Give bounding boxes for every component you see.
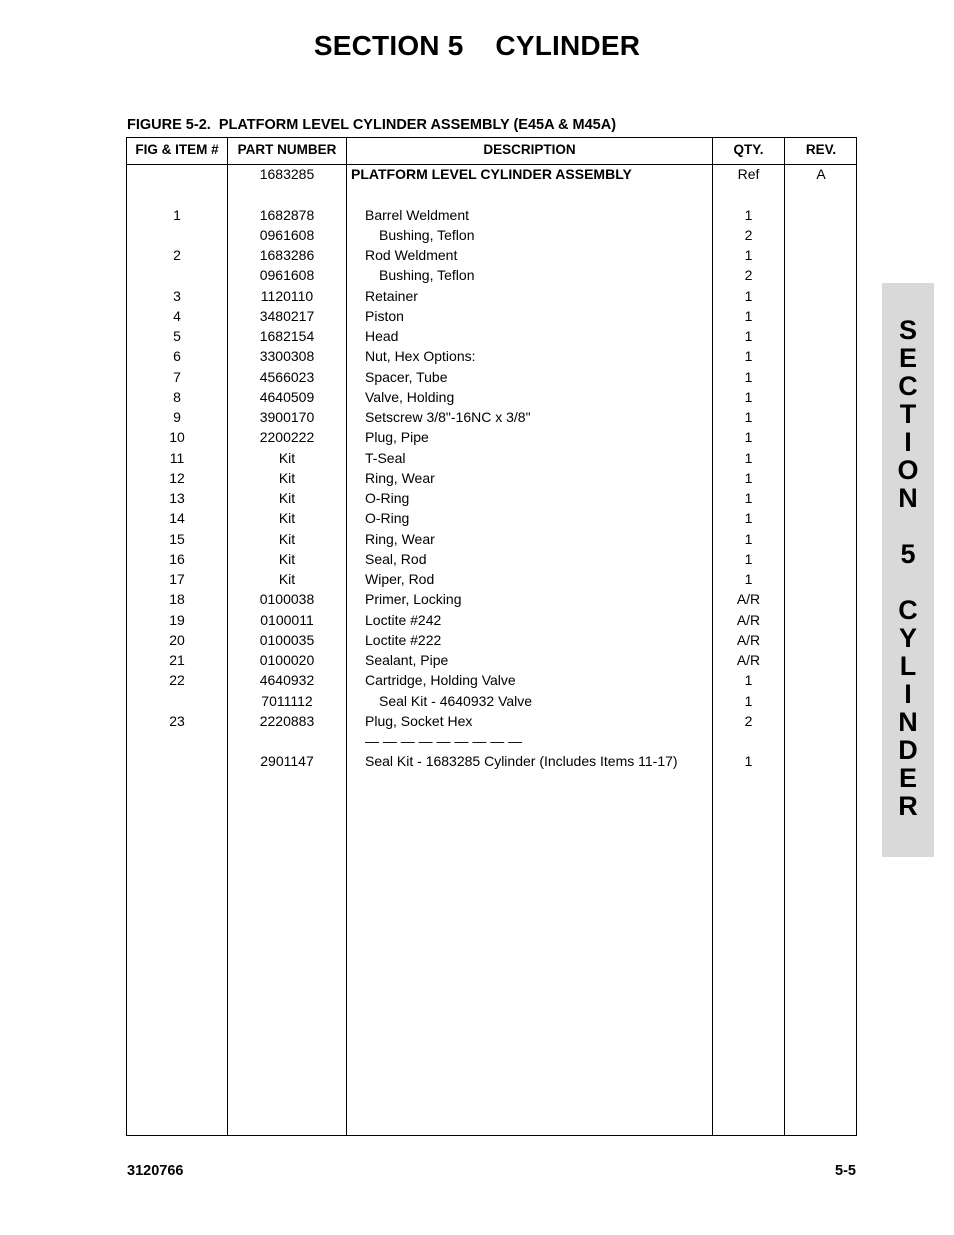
table-row: [127, 508, 856, 528]
fig-item-cell: 1: [173, 206, 181, 223]
table-row: [127, 589, 856, 609]
description-cell: Cartridge, Holding Valve: [365, 672, 516, 689]
side-tab-letter: N: [898, 707, 918, 737]
part-number-cell: 0100035: [259, 631, 315, 648]
qty-cell: 1: [744, 571, 753, 587]
description-cell: Retainer: [365, 287, 418, 304]
description-cell: Seal Kit - 4640932 Valve: [379, 692, 533, 709]
qty-cell: 1: [744, 672, 753, 689]
part-number-cell: 1682878: [259, 206, 315, 223]
qty-cell: 1: [744, 247, 753, 263]
table-row: [127, 427, 856, 447]
description-cell: Ring, Wear: [365, 530, 435, 547]
side-tab-letter: E: [898, 343, 917, 373]
description-cell: Piston: [365, 307, 404, 324]
section-side-tab: [882, 283, 934, 857]
fig-item-cell: 22: [169, 672, 185, 689]
footer-page-number: 5-5: [835, 1163, 856, 1179]
description-cell: — — — — — — — — —: [365, 733, 523, 749]
qty-cell: A/R: [736, 652, 761, 668]
part-number-cell: Kit: [278, 469, 296, 486]
description-cell: Setscrew 3/8"-16NC x 3/8": [365, 409, 531, 425]
fig-item-cell: 9: [173, 409, 181, 425]
description-cell: Plug, Socket Hex: [365, 712, 473, 729]
fig-item-cell: 21: [169, 652, 185, 668]
side-tab-letter: D: [898, 735, 918, 765]
qty-cell: 1: [744, 429, 753, 446]
qty-cell: 2: [744, 267, 753, 284]
fig-item-cell: 20: [169, 631, 185, 648]
description-cell: O-Ring: [365, 510, 410, 527]
table-row: [127, 387, 856, 407]
qty-cell: 1: [744, 490, 753, 506]
side-tab-letter: R: [898, 791, 918, 821]
part-number-cell: 3900170: [259, 409, 315, 425]
table-row: [127, 245, 856, 265]
parts-table: [126, 137, 857, 1136]
description-cell: Barrel Weldment: [365, 206, 470, 223]
fig-item-cell: 13: [169, 490, 185, 506]
part-number-cell: 2220883: [259, 712, 315, 729]
part-number-cell: 2200222: [259, 429, 315, 446]
fig-item-cell: 6: [173, 348, 181, 365]
description-cell: Primer, Locking: [365, 591, 462, 608]
table-row: [127, 610, 856, 630]
table-row: [127, 549, 856, 569]
fig-item-cell: 10: [169, 429, 185, 446]
table-row: [127, 265, 856, 285]
side-tab-letter: N: [898, 483, 918, 513]
side-tab-letter: C: [898, 371, 918, 401]
fig-item-cell: 15: [169, 530, 185, 547]
part-number-cell: 3300308: [259, 348, 315, 365]
side-tab-label: [882, 316, 934, 820]
side-tab-letter: I: [904, 427, 912, 457]
description-cell: Valve, Holding: [365, 388, 455, 405]
header-fig-item: FIG & ITEM #: [135, 142, 219, 157]
description-cell: Head: [365, 328, 399, 344]
description-cell: PLATFORM LEVEL CYLINDER ASSEMBLY: [351, 166, 632, 182]
side-tab-letter: S: [898, 315, 917, 345]
part-number-cell: 4640932: [259, 672, 315, 689]
qty-cell: 1: [744, 368, 753, 385]
table-row: [127, 184, 856, 204]
table-row: [127, 346, 856, 366]
side-tab-letter: 5: [900, 539, 916, 569]
part-number-cell: 0100020: [259, 652, 315, 668]
part-number-cell: 1682154: [259, 328, 315, 344]
part-number-cell: 7011112: [261, 692, 313, 709]
description-cell: T-Seal: [365, 449, 406, 466]
qty-cell: 1: [744, 287, 753, 304]
table-row: [127, 529, 856, 549]
qty-cell: 1: [744, 206, 753, 223]
qty-cell: 1: [744, 510, 753, 527]
side-tab-letter: T: [899, 399, 917, 429]
footer-document-number: 3120766: [127, 1163, 184, 1179]
table-row: [127, 164, 856, 184]
description-cell: Seal Kit - 1683285 Cylinder (Includes Items 11-17): [365, 753, 678, 770]
header-rev: REV.: [805, 142, 837, 157]
fig-item-cell: 23: [169, 712, 185, 729]
figure-title: FIGURE 5-2. PLATFORM LEVEL CYLINDER ASSEMBLY (E45A & M45A): [127, 117, 617, 133]
part-number-cell: Kit: [278, 571, 296, 587]
description-cell: Spacer, Tube: [365, 368, 448, 385]
qty-cell: 1: [744, 348, 753, 365]
table-row: [127, 488, 856, 508]
fig-item-cell: 7: [173, 368, 181, 385]
description-cell: Loctite #242: [365, 611, 442, 628]
part-number-cell: 0100011: [260, 611, 314, 628]
table-row: [127, 205, 856, 225]
description-cell: O-Ring: [365, 490, 410, 506]
part-number-cell: Kit: [278, 510, 296, 527]
table-row: [127, 711, 856, 731]
qty-cell: 1: [744, 449, 753, 466]
description-cell: Bushing, Teflon: [379, 267, 475, 284]
table-row: [127, 306, 856, 326]
fig-item-cell: 19: [169, 611, 185, 628]
side-tab-letter: Y: [898, 623, 917, 653]
qty-cell: 1: [744, 753, 753, 770]
part-number-cell: 1120110: [260, 287, 314, 304]
fig-item-cell: 12: [169, 469, 185, 486]
table-row: [127, 225, 856, 245]
qty-cell: 2: [744, 712, 753, 729]
fig-item-cell: 2: [173, 247, 181, 263]
description-cell: Wiper, Rod: [365, 571, 435, 587]
table-row: [127, 367, 856, 387]
table-row: [127, 448, 856, 468]
qty-cell: 1: [744, 328, 753, 344]
description-cell: Rod Weldment: [365, 247, 458, 263]
side-tab-letter: E: [898, 763, 917, 793]
fig-item-cell: 17: [169, 571, 185, 587]
description-cell: Plug, Pipe: [365, 429, 429, 446]
qty-cell: 2: [744, 226, 753, 243]
part-number-cell: 3480217: [259, 307, 315, 324]
qty-cell: 1: [744, 692, 753, 709]
table-row: [127, 691, 856, 711]
description-cell: Sealant, Pipe: [365, 652, 449, 668]
qty-cell: 1: [744, 469, 753, 486]
table-row: [127, 731, 856, 751]
qty-cell: 1: [744, 530, 753, 547]
side-tab-letter: I: [904, 679, 912, 709]
table-row: [127, 630, 856, 650]
section-title: SECTION 5 CYLINDER: [313, 30, 641, 61]
fig-item-cell: 16: [169, 550, 185, 567]
table-row: [127, 569, 856, 589]
qty-cell: A/R: [736, 591, 761, 608]
side-tab-letter: C: [898, 595, 918, 625]
part-number-cell: 2901147: [260, 753, 314, 770]
description-cell: Ring, Wear: [365, 469, 435, 486]
table-row: [127, 326, 856, 346]
qty-cell: A/R: [736, 611, 761, 628]
table-row: [127, 670, 856, 690]
part-number-cell: Kit: [278, 490, 296, 506]
fig-item-cell: 5: [173, 328, 181, 344]
qty-cell: Ref: [737, 166, 760, 182]
side-tab-letter: L: [899, 651, 917, 681]
table-row: [127, 286, 856, 306]
header-qty: QTY.: [733, 142, 764, 157]
part-number-cell: Kit: [278, 449, 296, 466]
fig-item-cell: 3: [173, 287, 181, 304]
description-cell: Seal, Rod: [365, 550, 427, 567]
side-tab-letter: [882, 512, 934, 540]
part-number-cell: Kit: [278, 530, 296, 547]
qty-cell: 1: [744, 409, 753, 425]
table-row: [127, 407, 856, 427]
fig-item-cell: 8: [173, 388, 181, 405]
side-tab-letter: [882, 568, 934, 596]
header-description: DESCRIPTION: [483, 142, 576, 157]
table-row: [127, 650, 856, 670]
part-number-cell: 1683286: [259, 247, 315, 263]
header-part-number: PART NUMBER: [237, 142, 337, 157]
table-row: [127, 468, 856, 488]
fig-item-cell: 18: [169, 591, 185, 608]
part-number-cell: 4566023: [259, 368, 315, 385]
part-number-cell: 0961608: [259, 267, 315, 284]
part-number-cell: 0961608: [259, 226, 315, 243]
side-tab-letter: O: [897, 455, 919, 485]
table-row: [127, 751, 856, 771]
part-number-cell: Kit: [278, 550, 296, 567]
part-number-cell: 0100038: [259, 591, 315, 608]
fig-item-cell: 14: [169, 510, 185, 527]
qty-cell: 1: [744, 307, 753, 324]
description-cell: Bushing, Teflon: [379, 226, 475, 243]
description-cell: Loctite #222: [365, 631, 442, 648]
part-number-cell: 4640509: [259, 388, 315, 405]
qty-cell: 1: [744, 550, 753, 567]
rev-cell: A: [816, 166, 826, 182]
description-cell: Nut, Hex Options:: [365, 348, 476, 365]
fig-item-cell: 4: [173, 307, 181, 324]
qty-cell: A/R: [736, 631, 761, 648]
part-number-cell: 1683285: [259, 166, 315, 182]
qty-cell: 1: [744, 388, 753, 405]
fig-item-cell: 11: [169, 449, 185, 466]
